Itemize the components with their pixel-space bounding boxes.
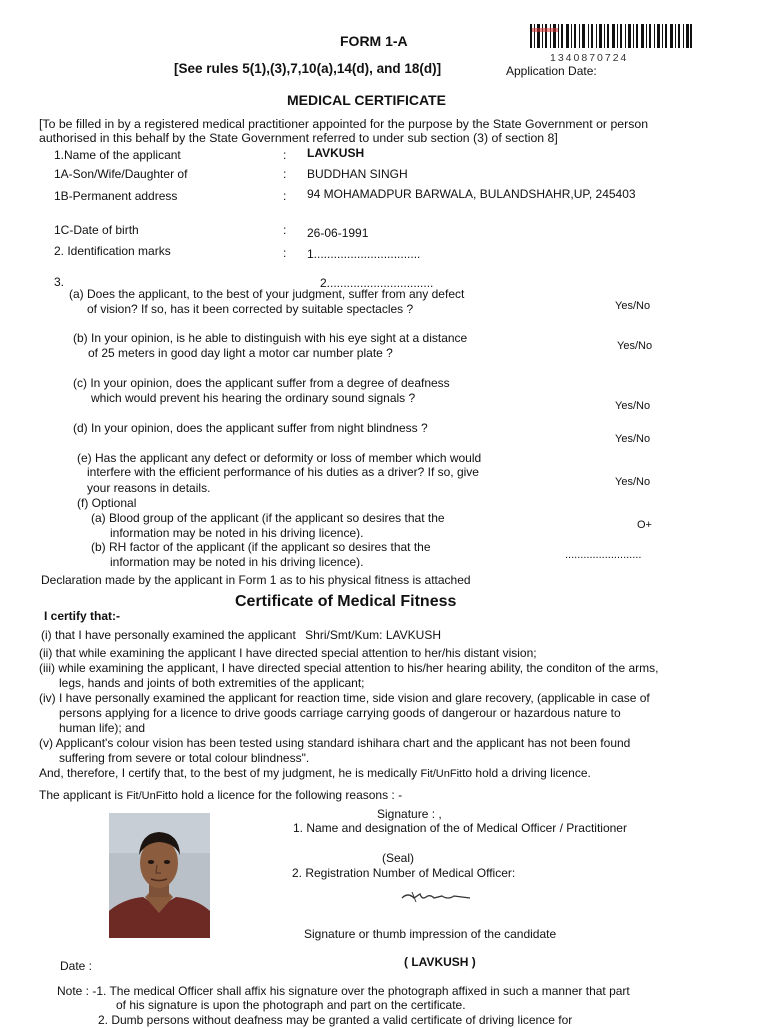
note-1-line1: Note : -1. The medical Officer shall affix his signature over the photograph affixed in such a manner that part <box>57 984 630 998</box>
field-colon: : <box>283 246 287 260</box>
certificate-title: Certificate of Medical Fitness <box>235 593 457 610</box>
note-1-line2: of his signature is upon the photograph and part on the certificate. <box>116 998 466 1012</box>
cert-conclusion-post: to hold a driving licence. <box>462 766 591 780</box>
field-value-dob: 26-06-1991 <box>307 226 369 240</box>
cert-item-i <box>41 629 441 643</box>
cert-item-i-title: Shri/Smt/Kum: <box>305 628 383 642</box>
cert-item-iv-line3: human life); and <box>59 721 146 735</box>
cert-reasons-fit: Fit/UnFit <box>126 790 168 802</box>
signature-label: Signature : , <box>377 807 442 821</box>
field-label-address: 1B-Permanent address <box>54 189 178 203</box>
cert-item-iv-line2: persons applying for a licence to drive goods carriage carrying goods of dangerour or hazardous nature to <box>59 706 621 720</box>
declaration-text: Declaration made by the applicant in Form 1 as to his physical fitness is attached <box>41 573 471 587</box>
question-3-number: 3. <box>54 275 65 289</box>
cert-item-iii-line2: legs, hands and joints of both extremities of the applicant; <box>59 676 365 690</box>
field-value-identification: 1................................ <box>307 247 421 261</box>
field-label-name: 1.Name of the applicant <box>54 148 181 162</box>
question-fb-line1: (b) RH factor of the applicant (if the applicant so desires that the <box>91 540 431 554</box>
answer-blood-group: O+ <box>637 519 652 531</box>
answer-e: Yes/No <box>615 476 651 488</box>
handwritten-signature-icon <box>398 886 478 908</box>
answer-c: Yes/No <box>615 400 651 412</box>
cert-item-ii: (ii) that while examining the applicant I have directed special attention to her/his distant vision; <box>39 646 537 660</box>
note-2-line1: 2. Dumb persons without deafness may be granted a valid certificate of driving licence for <box>98 1013 573 1027</box>
question-d-line1: (d) In your opinion, does the applicant suffer from night blindness ? <box>73 421 428 435</box>
question-a-line2: of vision? If so, has it been corrected by suitable spectacles ? <box>87 302 414 316</box>
field-colon: : <box>283 223 287 237</box>
question-c-line2: which would prevent his hearing the ordinary sound signals ? <box>91 391 416 405</box>
question-e-line1: (e) Has the applicant any defect or deformity or loss of member which would <box>77 451 482 465</box>
question-fb-line2: information may be noted in his driving licence). <box>110 555 364 569</box>
question-a-line1: (a) Does the applicant, to the best of your judgment, suffer from any defect <box>69 287 465 301</box>
cert-conclusion-fit: Fit/UnFit <box>420 768 463 780</box>
cert-reasons-post: to hold a licence for the following reasons : - <box>167 788 403 802</box>
registration-number-label: 2. Registration Number of Medical Officer: <box>292 866 516 880</box>
form-title: FORM 1-A <box>340 33 408 49</box>
cert-conclusion-pre: And, therefore, I certify that, to the best of my judgment, he is medically <box>39 766 418 780</box>
field-value-relation: BUDDHAN SINGH <box>307 167 408 181</box>
question-b-line2: of 25 meters in good day light a motor car number plate ? <box>88 346 393 360</box>
question-c-line1: (c) In your opinion, does the applicant suffer from a degree of deafness <box>73 376 450 390</box>
cert-item-iii-line1: (iii) while examining the applicant, I have directed special attention to his/her hearing ability, the conditon of the arms, <box>39 661 659 675</box>
cert-item-iv-line1: (iv) I have personally examined the applicant for reaction time, side vision and glare recovery, (applicable in case of <box>39 691 650 705</box>
field-colon: : <box>283 148 287 162</box>
field-colon: : <box>283 189 287 203</box>
cert-reasons-pre: The applicant is <box>39 788 124 802</box>
field-value-name: LAVKUSH <box>307 146 365 160</box>
candidate-name: ( LAVKUSH ) <box>404 955 476 969</box>
cert-item-v-line1: (v) Applicant's colour vision has been tested using standard ishihara chart and the applicant has not been found <box>39 736 631 750</box>
field-value-address: 94 MOHAMADPUR BARWALA, BULANDSHAHR,UP, 245403 <box>307 187 636 201</box>
cert-conclusion <box>39 767 591 781</box>
intro-line-1: [To be filled in by a registered medical practitioner appointed for the purpose by the State Government or person <box>39 117 649 131</box>
question-b-line1: (b) In your opinion, is he able to distinguish with his eye sight at a distance <box>73 331 468 345</box>
medical-officer-name-designation: 1. Name and designation of the of Medical Officer / Practitioner <box>293 821 627 835</box>
certify-label: I certify that:- <box>44 609 121 623</box>
identification-mark-2: 2................................ <box>320 276 434 290</box>
intro-line-2: authorised in this behalf by the State Government referred to under sub section (3) of section 8] <box>39 131 558 145</box>
field-label-identification: 2. Identification marks <box>54 244 171 258</box>
field-label-relation: 1A-Son/Wife/Daughter of <box>54 167 188 181</box>
field-label-dob: 1C-Date of birth <box>54 223 139 237</box>
rules-reference: [See rules 5(1),(3),7,10(a),14(d), and 18(d)] <box>174 61 442 76</box>
application-date-label: Application Date: <box>506 64 597 78</box>
seal-label: (Seal) <box>382 851 415 865</box>
question-f-optional: (f) Optional <box>77 496 137 510</box>
question-fa-line2: information may be noted in his driving licence). <box>110 526 364 540</box>
barcode-icon <box>530 24 692 50</box>
candidate-signature-label: Signature or thumb impression of the candidate <box>304 927 557 941</box>
cert-item-v-line2: suffering from severe or total colour blindness". <box>59 751 310 765</box>
date-label: Date : <box>60 959 93 973</box>
cert-item-i-text: (i) that I have personally examined the applicant <box>41 628 296 642</box>
barcode-number: 1340870724 <box>550 52 629 64</box>
question-e-line3: your reasons in details. <box>87 481 211 495</box>
cert-item-i-name: LAVKUSH <box>385 628 441 642</box>
answer-a: Yes/No <box>615 300 651 312</box>
answer-b: Yes/No <box>617 340 653 352</box>
cert-reasons <box>39 789 402 803</box>
answer-rh-factor: ......................... <box>565 549 642 561</box>
page-title: MEDICAL CERTIFICATE <box>287 92 446 108</box>
field-colon: : <box>283 167 287 181</box>
question-e-line2: interfere with the efficient performance of his duties as a driver? If so, give <box>87 465 479 479</box>
question-fa-line1: (a) Blood group of the applicant (if the applicant so desires that the <box>91 511 445 525</box>
applicant-photo-icon <box>109 813 210 938</box>
answer-d: Yes/No <box>615 433 651 445</box>
